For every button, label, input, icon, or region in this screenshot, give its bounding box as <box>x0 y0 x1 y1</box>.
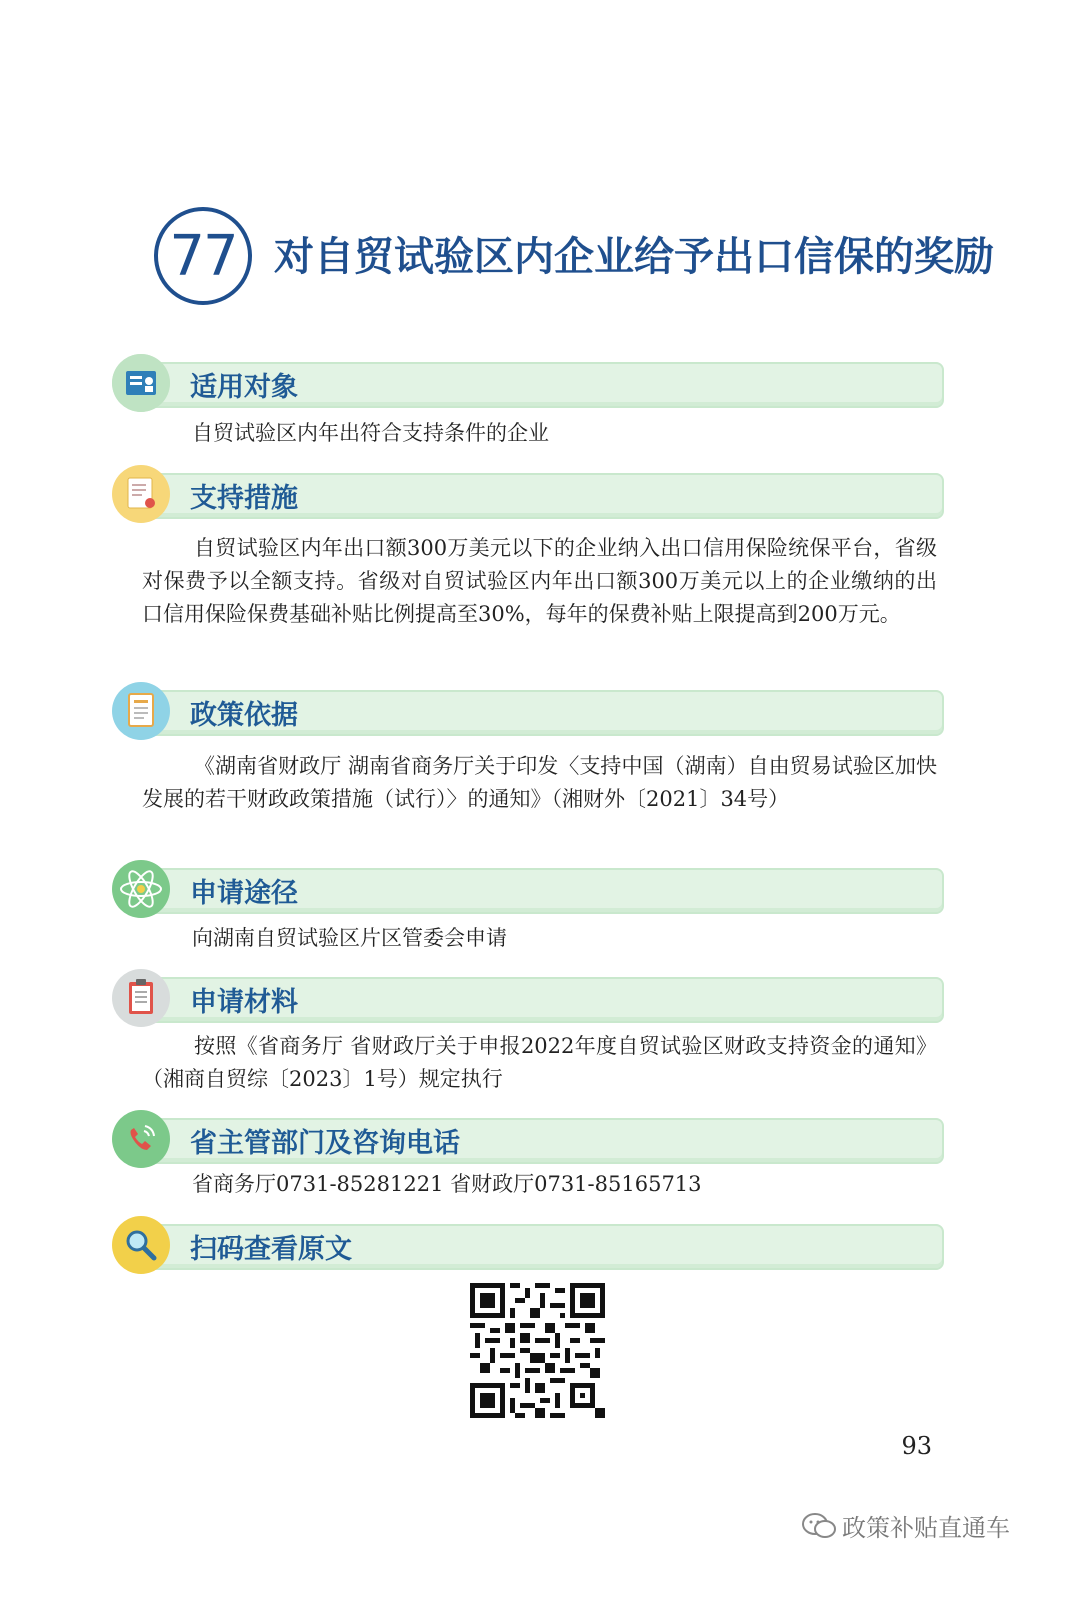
item-number-badge: 77 <box>154 207 252 305</box>
qr-code[interactable] <box>470 1283 605 1418</box>
atom-icon <box>112 860 170 918</box>
page-number: 93 <box>901 1432 932 1460</box>
section-body-basis: 《湖南省财政厅 湖南省商务厅关于印发〈支持中国（湖南）自由贸易试验区加快发展的若干财政政策措施（试行）〉的通知》（湘财外〔2021〕34号） <box>142 754 937 811</box>
document-icon <box>112 682 170 740</box>
certificate-icon <box>112 465 170 523</box>
section-label-applicable: 适用对象 <box>190 372 298 403</box>
section-label-scan: 扫码查看原文 <box>190 1234 352 1265</box>
section-label-measures: 支持措施 <box>190 483 298 514</box>
section-label-basis: 政策依据 <box>190 700 298 731</box>
section-body-materials: 按照《省商务厅 省财政厅关于申报2022年度自贸试验区财政支持资金的通知》（湘商自贸综〔2023〕1号）规定执行 <box>142 1034 937 1091</box>
phone-icon <box>112 1110 170 1168</box>
section-body-measures: 自贸试验区内年出口额300万美元以下的企业纳入出口信用保险统保平台，省级对保费予以全额支持。省级对自贸试验区内年出口额300万美元以上的企业缴纳的出口信用保险保费基础补贴比例提高至30%，每年的保费补贴上限提高到200万元。 <box>142 536 937 626</box>
wechat-icon <box>802 1512 836 1540</box>
watermark-text: 政策补贴直通车 <box>842 1514 1010 1542</box>
section-body-channel: 向湖南自贸试验区片区管委会申请 <box>192 926 507 950</box>
section-label-materials: 申请材料 <box>190 987 298 1018</box>
section-label-contact: 省主管部门及咨询电话 <box>190 1128 460 1159</box>
section-body-applicable: 自贸试验区内年出符合支持条件的企业 <box>192 421 549 445</box>
section-label-channel: 申请途径 <box>190 878 298 909</box>
watermark <box>802 1508 1010 1543</box>
magnifier-icon <box>112 1216 170 1274</box>
title-block <box>154 207 1034 307</box>
section-body-contact: 省商务厅0731-85281221 省财政厅0731-85165713 <box>192 1172 702 1196</box>
clipboard-icon <box>112 969 170 1027</box>
id-card-icon <box>112 354 170 412</box>
page-title: 对自贸试验区内企业给予出口信保的奖励 <box>274 233 994 280</box>
